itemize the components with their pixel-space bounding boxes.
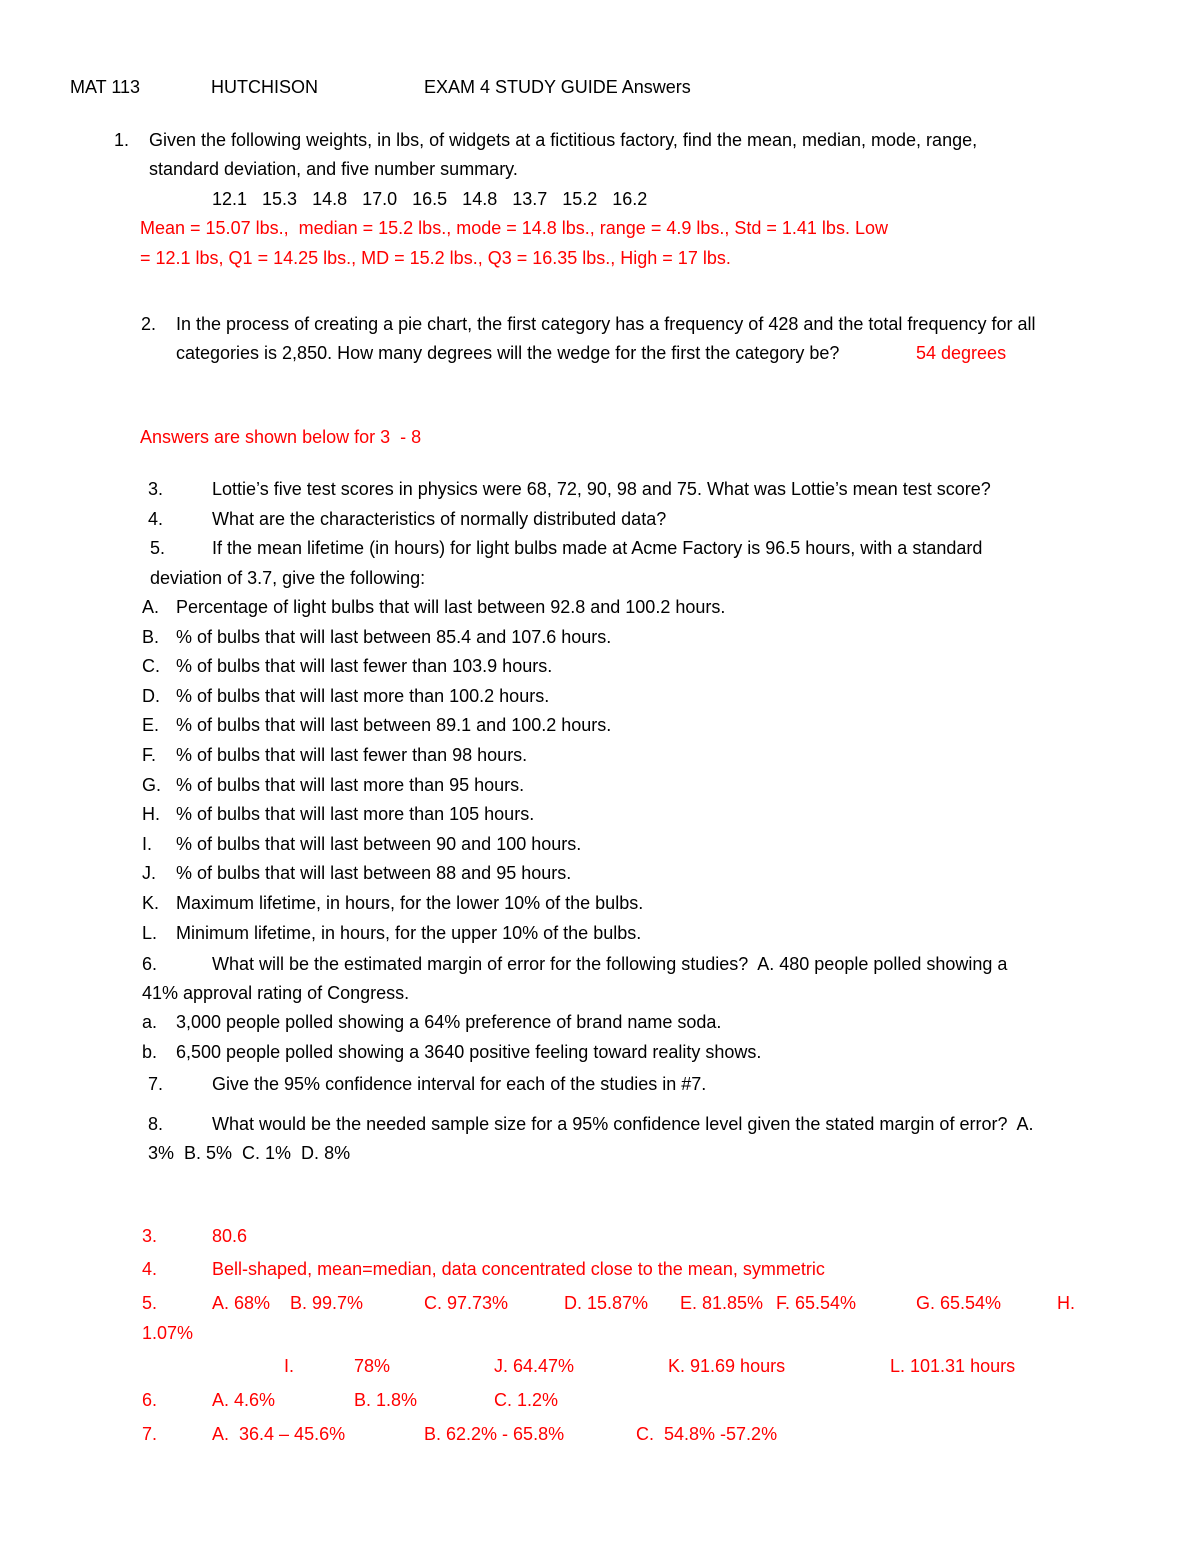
q5-item-text: % of bulbs that will last between 89.1 and 100.2 hours. <box>176 715 612 735</box>
answer-5-c: C. 97.73% <box>424 1293 509 1313</box>
instructor-name: HUTCHISON <box>211 77 318 97</box>
q6-line-1: What will be the estimated margin of error for the following studies? A. 480 people polled showing a <box>212 954 1008 974</box>
answer-4-number: 4. <box>142 1259 158 1279</box>
q2-answer: 54 degrees <box>916 343 1007 363</box>
q5-item-text: % of bulbs that will last more than 100.2 hours. <box>176 686 550 706</box>
q4-number: 4. <box>148 509 164 529</box>
q5-item-letter: J. <box>142 863 157 883</box>
q5-number: 5. <box>150 538 166 558</box>
q5-item-text: Percentage of light bulbs that will last between 92.8 and 100.2 hours. <box>176 597 726 617</box>
q5-item-letter: I. <box>142 834 153 854</box>
q6-line-2: 41% approval rating of Congress. <box>142 983 410 1003</box>
q6-a-letter: a. <box>142 1012 158 1032</box>
q5-item-letter: K. <box>142 893 160 913</box>
q5-item-text: % of bulbs that will last fewer than 98 hours. <box>176 745 528 765</box>
q5-item-text: % of bulbs that will last fewer than 103.9 hours. <box>176 656 553 676</box>
q8-number: 8. <box>148 1114 164 1134</box>
q5-item-letter: D. <box>142 686 160 706</box>
q6-a-text: 3,000 people polled showing a 64% preference of brand name soda. <box>176 1012 722 1032</box>
answer-6-number: 6. <box>142 1390 158 1410</box>
answer-5-k: K. 91.69 hours <box>668 1356 786 1376</box>
answer-7-b: B. 62.2% - 65.8% <box>424 1424 565 1444</box>
answer-5-number: 5. <box>142 1293 158 1313</box>
q5-item-text: % of bulbs that will last between 90 and 100 hours. <box>176 834 582 854</box>
q1-values: 12.1 15.3 14.8 17.0 16.5 14.8 13.7 15.2 16.2 <box>212 189 648 209</box>
q7-text: Give the 95% confidence interval for each of the studies in #7. <box>212 1074 707 1094</box>
answer-6-a: A. 4.6% <box>212 1390 276 1410</box>
q3-number: 3. <box>148 479 164 499</box>
answer-5-j: J. 64.47% <box>494 1356 575 1376</box>
q8-line-2: 3% B. 5% C. 1% D. 8% <box>148 1143 351 1163</box>
q2-number: 2. <box>141 314 157 334</box>
answer-5-l: L. 101.31 hours <box>890 1356 1016 1376</box>
q1-number: 1. <box>114 130 130 150</box>
answer-6-c: C. 1.2% <box>494 1390 559 1410</box>
q5-item-text: % of bulbs that will last more than 95 hours. <box>176 775 525 795</box>
q7-number: 7. <box>148 1074 164 1094</box>
answer-5-h-letter: H. <box>1057 1293 1075 1313</box>
q6-b-letter: b. <box>142 1042 158 1062</box>
answer-6-b: B. 1.8% <box>354 1390 418 1410</box>
q1-answer-line-1: Mean = 15.07 lbs., median = 15.2 lbs., mode = 14.8 lbs., range = 4.9 lbs., Std = 1.41 lbs. Low <box>140 218 888 238</box>
q5-item-text: % of bulbs that will last more than 105 hours. <box>176 804 535 824</box>
q6-number: 6. <box>142 954 158 974</box>
q5-line-1: If the mean lifetime (in hours) for light bulbs made at Acme Factory is 96.5 hours, with a standard <box>212 538 983 558</box>
answer-5-i-value: 78% <box>354 1356 391 1376</box>
q5-item-text: Minimum lifetime, in hours, for the upper 10% of the bulbs. <box>176 923 642 943</box>
answer-5-f: F. 65.54% <box>776 1293 857 1313</box>
q1-line-1: Given the following weights, in lbs, of widgets at a fictitious factory, find the mean, median, mode, range, <box>149 130 978 150</box>
q8-line-1: What would be the needed sample size for a 95% confidence level given the stated margin of error? A. <box>212 1114 1034 1134</box>
answer-3-text: 80.6 <box>212 1226 248 1246</box>
q5-item-text: % of bulbs that will last between 85.4 and 107.6 hours. <box>176 627 612 647</box>
q2-line-2: categories is 2,850. How many degrees will the wedge for the first the category be? <box>176 343 840 363</box>
q5-item-letter: H. <box>142 804 160 824</box>
q5-item-letter: C. <box>142 656 160 676</box>
q5-item-letter: L. <box>142 923 158 943</box>
answer-5-b: B. 99.7% <box>290 1293 364 1313</box>
q3-text: Lottie’s five test scores in physics were 68, 72, 90, 98 and 75. What was Lottie’s mean test score? <box>212 479 991 499</box>
answer-5-e: E. 81.85% <box>680 1293 764 1313</box>
answer-5-d: D. 15.87% <box>564 1293 649 1313</box>
answer-5-h-value: 1.07% <box>142 1323 194 1343</box>
q5-item-text: Maximum lifetime, in hours, for the lower 10% of the bulbs. <box>176 893 644 913</box>
q1-answer-line-2: = 12.1 lbs, Q1 = 14.25 lbs., MD = 15.2 lbs., Q3 = 16.35 lbs., High = 17 lbs. <box>140 248 731 268</box>
q4-text: What are the characteristics of normally distributed data? <box>212 509 667 529</box>
answer-5-a: A. 68% <box>212 1293 271 1313</box>
answer-5-i-letter: I. <box>284 1356 295 1376</box>
q2-line-1: In the process of creating a pie chart, the first category has a frequency of 428 and the total frequency for all <box>176 314 1036 334</box>
answer-7-number: 7. <box>142 1424 158 1444</box>
answer-4-text: Bell-shaped, mean=median, data concentrated close to the mean, symmetric <box>212 1259 825 1279</box>
answer-5-g: G. 65.54% <box>916 1293 1002 1313</box>
document-title: EXAM 4 STUDY GUIDE Answers <box>424 77 691 97</box>
q5-item-letter: B. <box>142 627 160 647</box>
answers-note: Answers are shown below for 3 - 8 <box>140 427 422 447</box>
q5-item-letter: E. <box>142 715 160 735</box>
answer-7-a: A. 36.4 – 45.6% <box>212 1424 346 1444</box>
q5-item-text: % of bulbs that will last between 88 and 95 hours. <box>176 863 572 883</box>
answer-3-number: 3. <box>142 1226 158 1246</box>
q5-line-2: deviation of 3.7, give the following: <box>150 568 426 588</box>
q5-item-letter: F. <box>142 745 157 765</box>
q6-b-text: 6,500 people polled showing a 3640 positive feeling toward reality shows. <box>176 1042 762 1062</box>
q5-item-letter: G. <box>142 775 162 795</box>
answer-7-c: C. 54.8% -57.2% <box>636 1424 778 1444</box>
course-code: MAT 113 <box>70 77 141 97</box>
q5-item-letter: A. <box>142 597 160 617</box>
q1-line-2: standard deviation, and five number summary. <box>149 159 518 179</box>
